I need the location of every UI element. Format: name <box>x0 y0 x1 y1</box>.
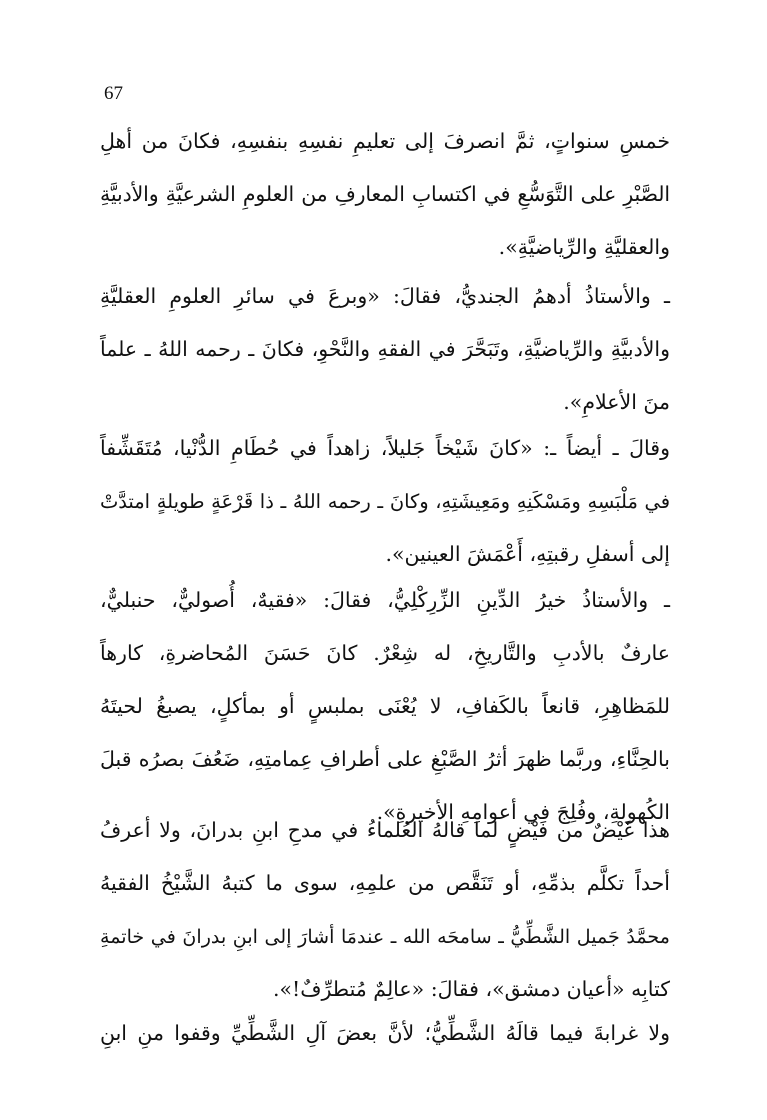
text-line: خمسِ سنواتٍ، ثمَّ انصرفَ إلى تعليمِ نفسِهِ بنفسِهِ، فكانَ من أهلِ <box>100 129 670 153</box>
paragraph-1 <box>100 115 670 274</box>
text-line: والأدبيَّةِ والرِّياضيَّةِ، وتَبَحَّرَ في الفقهِ والنَّحْوِ، فكانَ ـ رحمه اللهُ ـ علماً <box>100 337 670 361</box>
paragraph-3 <box>100 422 670 581</box>
text-line: الكُهولةِ، وفُلِجَ في أعوامِهِ الأخيرةِ». <box>376 800 670 824</box>
text-line: أحداً تكلَّم بذمِّهِ، أو تَنَقَّص من علمِهِ، سوى ما كتبهُ الشَّيْخُ الفقيهُ <box>100 871 670 895</box>
page-number: 67 <box>104 83 123 104</box>
text-line: بالحِنَّاءِ، وربَّما ظهرَ أثرُ الصَّبْغِ على أطرافِ عِمامتِهِ، ضَعُفَ بصرُه قبلَ <box>100 747 670 771</box>
text-line: ـ والأستاذُ خيرُ الدِّينِ الزِّرِكْلِيُّ، فقالَ: «فقيهٌ، أُصوليٌّ، حنبليٌّ، <box>100 588 670 612</box>
text-line: في مَلْبَسِهِ ومَسْكَنِهِ ومَعِيشَتِهِ، وكانَ ـ رحمه اللهُ ـ ذا قَرْعَةٍ طويلةٍ امتدَّتْ <box>100 490 670 513</box>
text-line: محمَّدُ جَميل الشَّطِّيُّ ـ سامحَه الله ـ عندمَا أشارَ إلى ابنِ بدرانَ في خاتمةِ <box>100 925 670 948</box>
text-line: منَ الأعلامِ». <box>563 390 670 414</box>
paragraph-5 <box>100 804 670 1016</box>
text-line: ولا غرابةَ فيما قالَهُ الشَّطِّيُّ؛ لأنَّ بعضَ آلِ الشَّطِّيِّ وقفوا منِ ابنِ <box>100 1021 670 1045</box>
text-line: كتابِه «أعيان دمشق»، فقالَ: «عالِمٌ مُتطرِّفٌ!». <box>272 977 670 1001</box>
text-line: الصَّبْرِ على التَّوَسُّعِ في اكتسابِ المعارفِ من العلومِ الشرعيَّةِ والأدبيَّةِ <box>100 182 670 206</box>
text-line: للمَظاهِرِ، قانعاً بالكَفافِ، لا يُعْنَى بملبسٍ أو بمأكلٍ، يصبغُ لحيتَهُ <box>100 694 670 718</box>
paragraph-2 <box>100 270 670 429</box>
paragraph-4 <box>100 574 670 839</box>
text-line: عارفٌ بالأدبِ والتَّاريخِ، له شِعْرٌ. كانَ حَسَنَ المُحاضرةِ، كارهاً <box>100 641 670 665</box>
text-line: والعقليَّةِ والرِّياضيَّةِ». <box>498 235 670 259</box>
paragraph-6 <box>100 1007 670 1060</box>
text-line: وقالَ ـ أيضاً ـ: «كانَ شَيْخاً جَليلاً، زاهداً في حُطَامِ الدُّنْيا، مُتَقَشِّفاً <box>100 436 670 460</box>
text-line: ـ والأستاذُ أدهمُ الجنديُّ، فقالَ: «وبرعَ في سائرِ العلومِ العقليَّةِ <box>100 284 670 308</box>
text-line: هذا غَيْضٌ من فَيْضٍ لما قالهُ العُلماءُ في مدحِ ابنِ بدرانَ، ولا أعرفُ <box>100 818 670 842</box>
text-line: إلى أسفلِ رقبتِهِ، أَعْمَشَ العينين». <box>385 542 670 566</box>
